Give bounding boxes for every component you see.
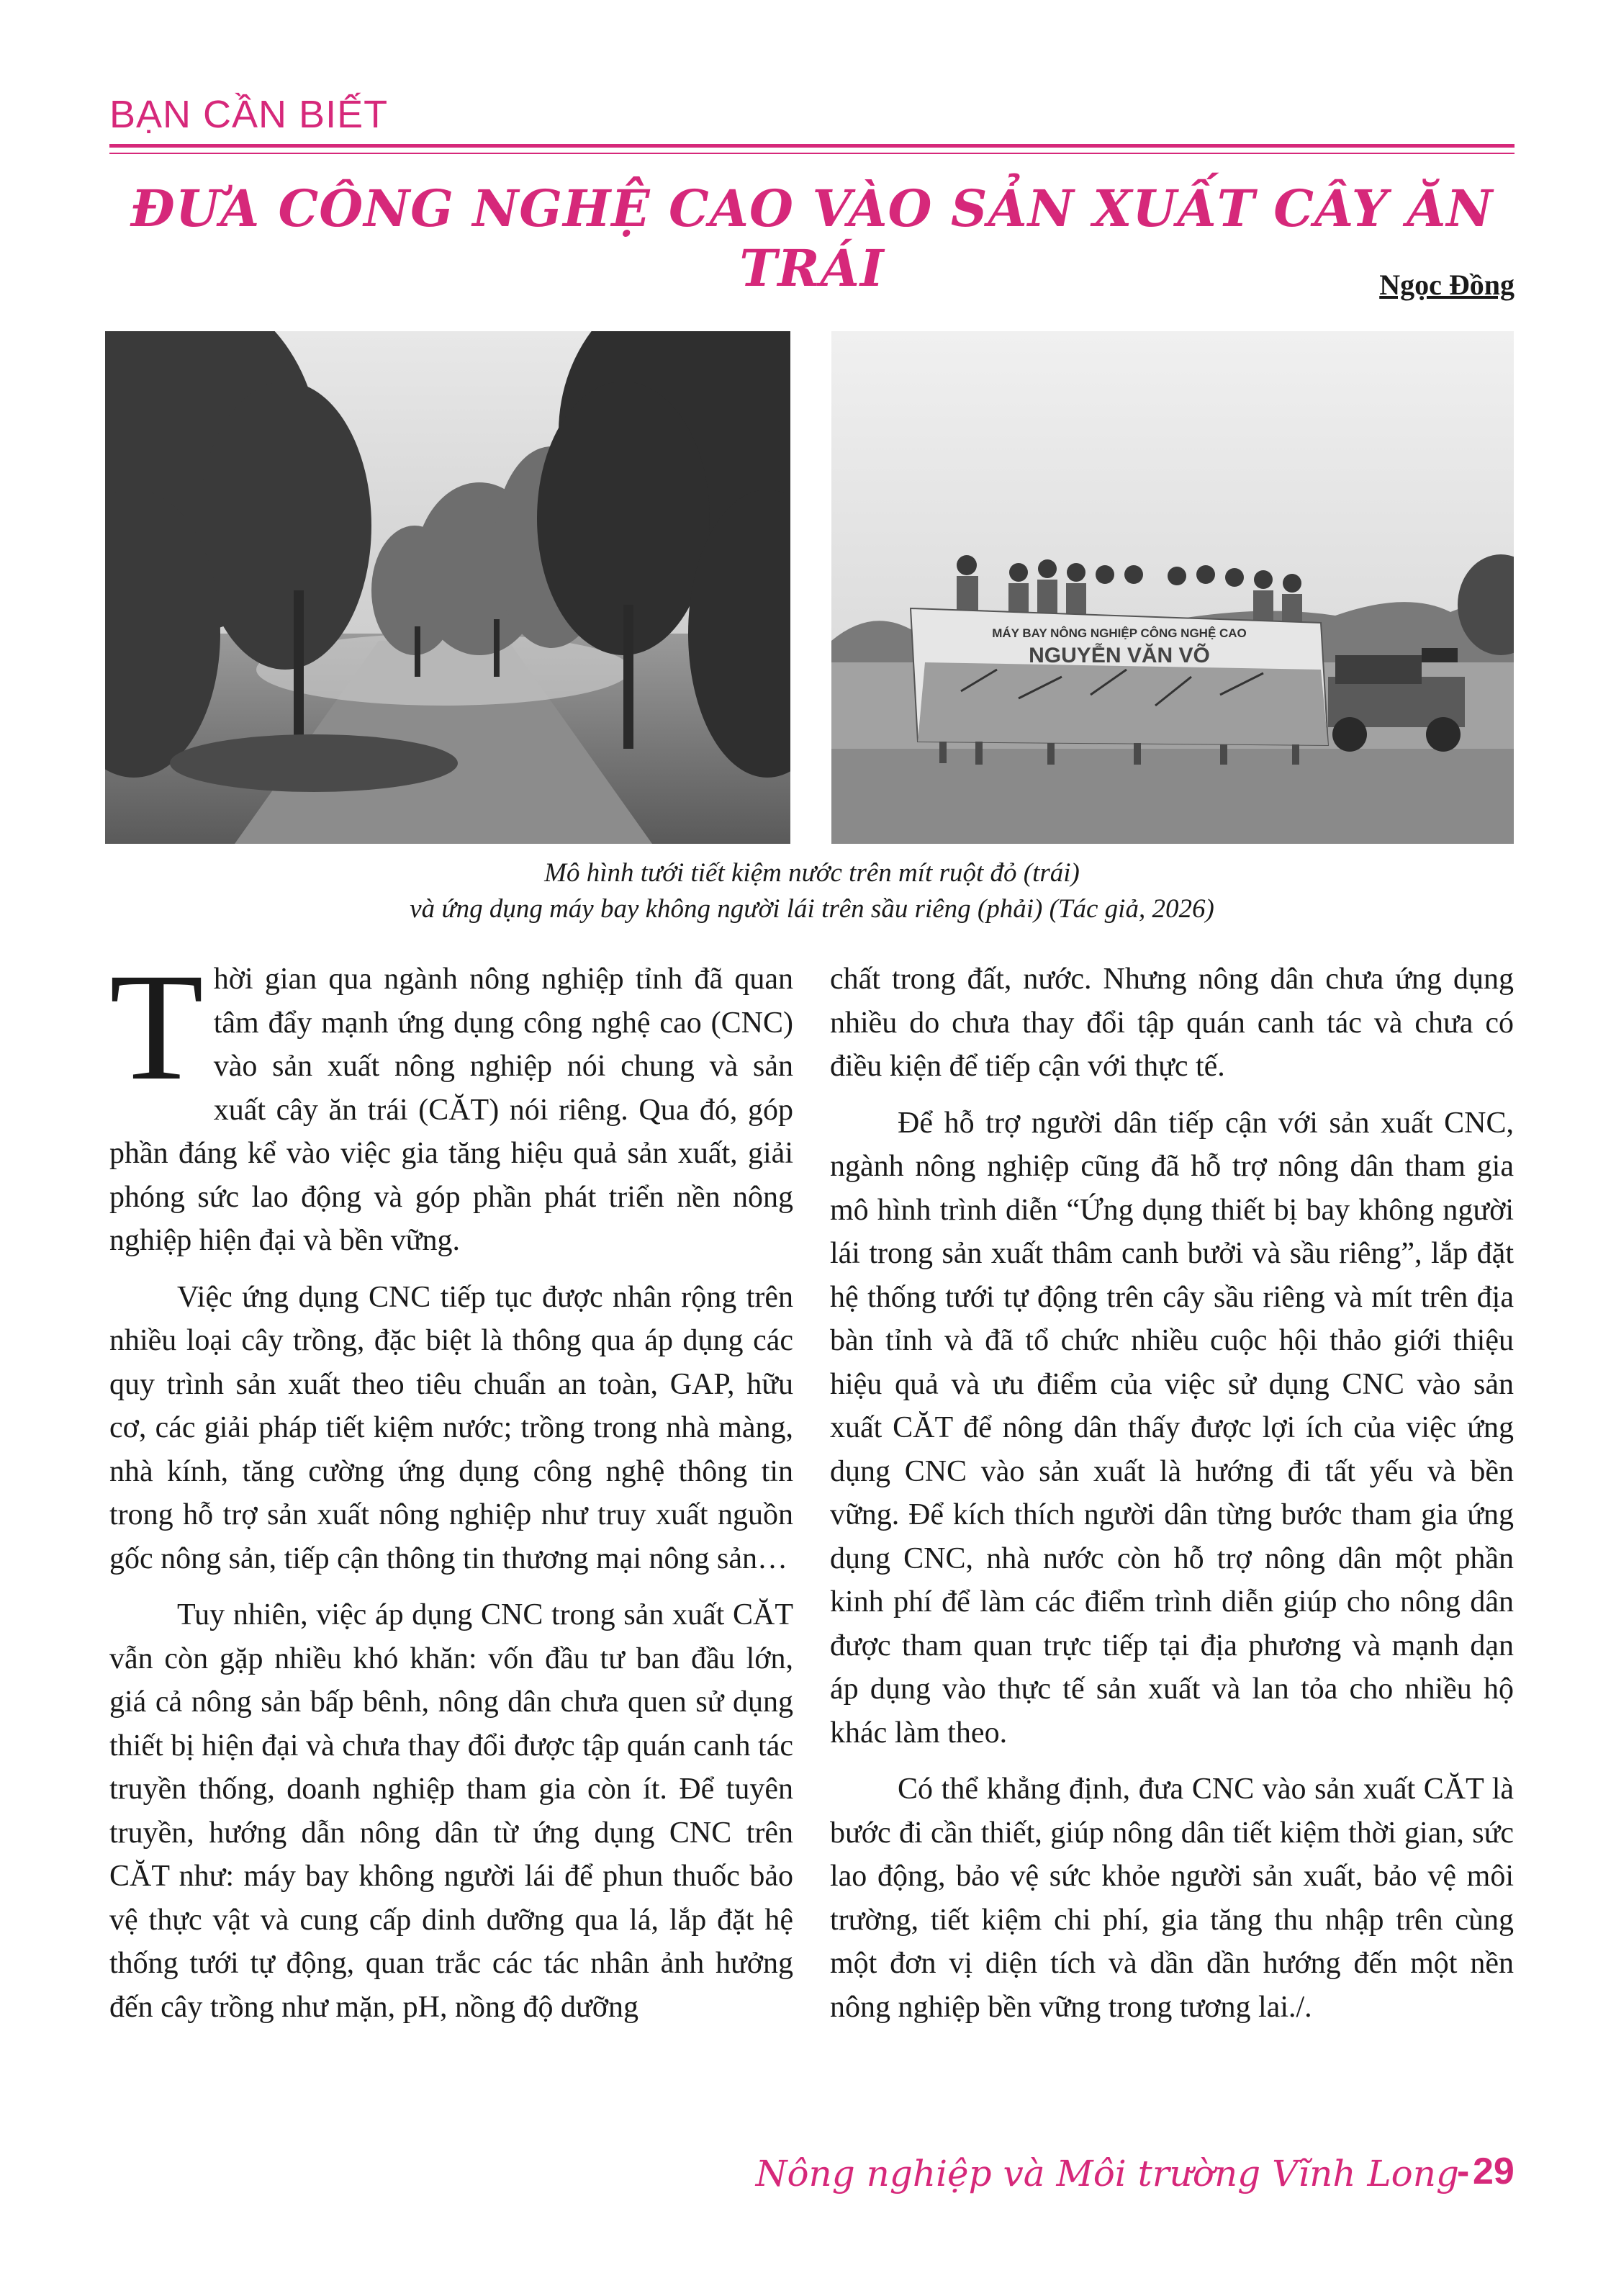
drop-cap: T [109, 942, 204, 1112]
section-label: BẠN CẦN BIẾT [109, 93, 389, 136]
paragraph-2: Việc ứng dụng CNC tiếp tục được nhân rộng trên nhiều loại cây trồng, đặc biệt là thông qua áp dụng các quy trình sản xuất theo tiêu chuẩn an toàn, GAP, hữu cơ, các giải pháp tiết kiệm nước; trồng trong nhà màng, nhà kính, tăng cường ứng dụng công nghệ thông tin trong hỗ trợ sản xuất nông nghiệp như truy xuất nguồn gốc nông sản, tiếp cận thông tin thương mại nông sản… [109, 1280, 793, 1575]
header-rule-thin [109, 153, 1515, 154]
banner-line1: MÁY BAY NÔNG NGHIỆP CÔNG NGHỆ CAO [992, 626, 1247, 640]
body-column-right [830, 958, 1514, 2042]
orchard-image [105, 331, 790, 844]
photo-orchard-irrigation [105, 331, 790, 844]
footer-separator: - [1457, 2151, 1470, 2192]
header-rule-thick [109, 144, 1515, 148]
paragraph-1-text: hời gian qua ngành nông nghiệp tỉnh đã quan tâm đẩy mạnh ứng dụng công nghệ cao (CNC) vào sản xuất nông nghiệp nói chung và sản xuất cây ăn trái (CĂT) nói riêng. Qua đó, góp phần đáng kể vào việc gia tăng hiệu quả sản xuất, giải phóng sức lao động và góp phần phát triển nền nông nghiệp hiện đại và bền vững. [109, 963, 793, 1257]
banner-line2: NGUYỄN VĂN VÕ [1029, 644, 1210, 667]
caption-line-2: và ứng dụng máy bay không người lái trên sầu riêng (phải) (Tác giả, 2026) [410, 894, 1214, 924]
photo-caption [109, 855, 1515, 927]
paragraph-3-continued: chất trong đất, nước. Nhưng nông dân chưa ứng dụng nhiều do chưa thay đổi tập quán canh tác và chưa có điều kiện để tiếp cận với thực tế. [830, 963, 1514, 1083]
banner-board [911, 608, 1328, 745]
body-column-left [109, 942, 793, 2042]
caption-line-1: Mô hình tưới tiết kiệm nước trên mít ruột đỏ (trái) [544, 858, 1080, 888]
article-author: Ngọc Đồng [1379, 269, 1515, 301]
paragraph-3: Tuy nhiên, việc áp dụng CNC trong sản xuất CĂT vẫn còn gặp nhiều khó khăn: vốn đầu tư ban đầu lớn, giá cả nông sản bấp bênh, nông dân chưa quen sử dụng thiết bị hiện đại và chưa thay đổi được tập quán canh tác truyền thống, doanh nghiệp tham gia còn ít. Để tuyên truyền, hướng dẫn nông dân từ ứng dụng CNC trên CĂT như: máy bay không người lái để phun thuốc bảo vệ thực vật và cung cấp dinh dưỡng qua lá, lắp đặt hệ thống tưới tự động, quan trắc các tác nhân ảnh hưởng đến cây trồng như mặn, pH, nồng độ dưỡng [109, 1598, 793, 2024]
article-headline: ĐƯA CÔNG NGHỆ CAO VÀO SẢN XUẤT CÂY ĂN TRÁI [130, 179, 1494, 298]
footer-page-number: 29 [1473, 2151, 1515, 2192]
paragraph-5: Có thể khẳng định, đưa CNC vào sản xuất CĂT là bước đi cần thiết, giúp nông dân tiết kiệm thời gian, sức lao động, bảo vệ sức khỏe người sản xuất, bảo vệ môi trường, tiết kiệm chi phí, gia tăng thu nhập trên cùng một đơn vị diện tích và dần dần hướng đến một nền nông nghiệp bền vững trong tương lai./. [830, 1773, 1514, 2024]
drone-group-image [831, 331, 1514, 844]
paragraph-4: Để hỗ trợ người dân tiếp cận với sản xuất CNC, ngành nông nghiệp cũng đã hỗ trợ nông dân tham gia mô hình trình diễn “Ứng dụng thiết bị bay không người lái trong sản xuất thâm canh bưởi và sầu riêng”, lắp đặt hệ thống tưới tự động trên cây sầu riêng và mít trên địa bàn tỉnh và đã tổ chức nhiều cuộc hội thảo giới thiệu hiệu quả và ưu điểm của việc sử dụng CNC vào sản xuất CĂT để nông dân thấy được lợi ích của việc ứng dụng CNC vào sản xuất là hướng đi tất yếu và bền vững. Để kích thích người dân từng bước tham gia ứng dụng CNC, nhà nước còn hỗ trợ nông dân một phần kinh phí để làm các điểm trình diễn giúp cho nông dân được tham quan trực tiếp tại địa phương và mạnh dạn áp dụng vào thực tế sản xuất và lan tỏa cho nhiều hộ khác làm theo. [830, 1106, 1514, 1750]
photo-drone-demonstration [831, 331, 1514, 844]
paragraph-1 [109, 942, 793, 1263]
footer-publication-name: Nông nghiệp và Môi trường Vĩnh Long [755, 2153, 1459, 2194]
